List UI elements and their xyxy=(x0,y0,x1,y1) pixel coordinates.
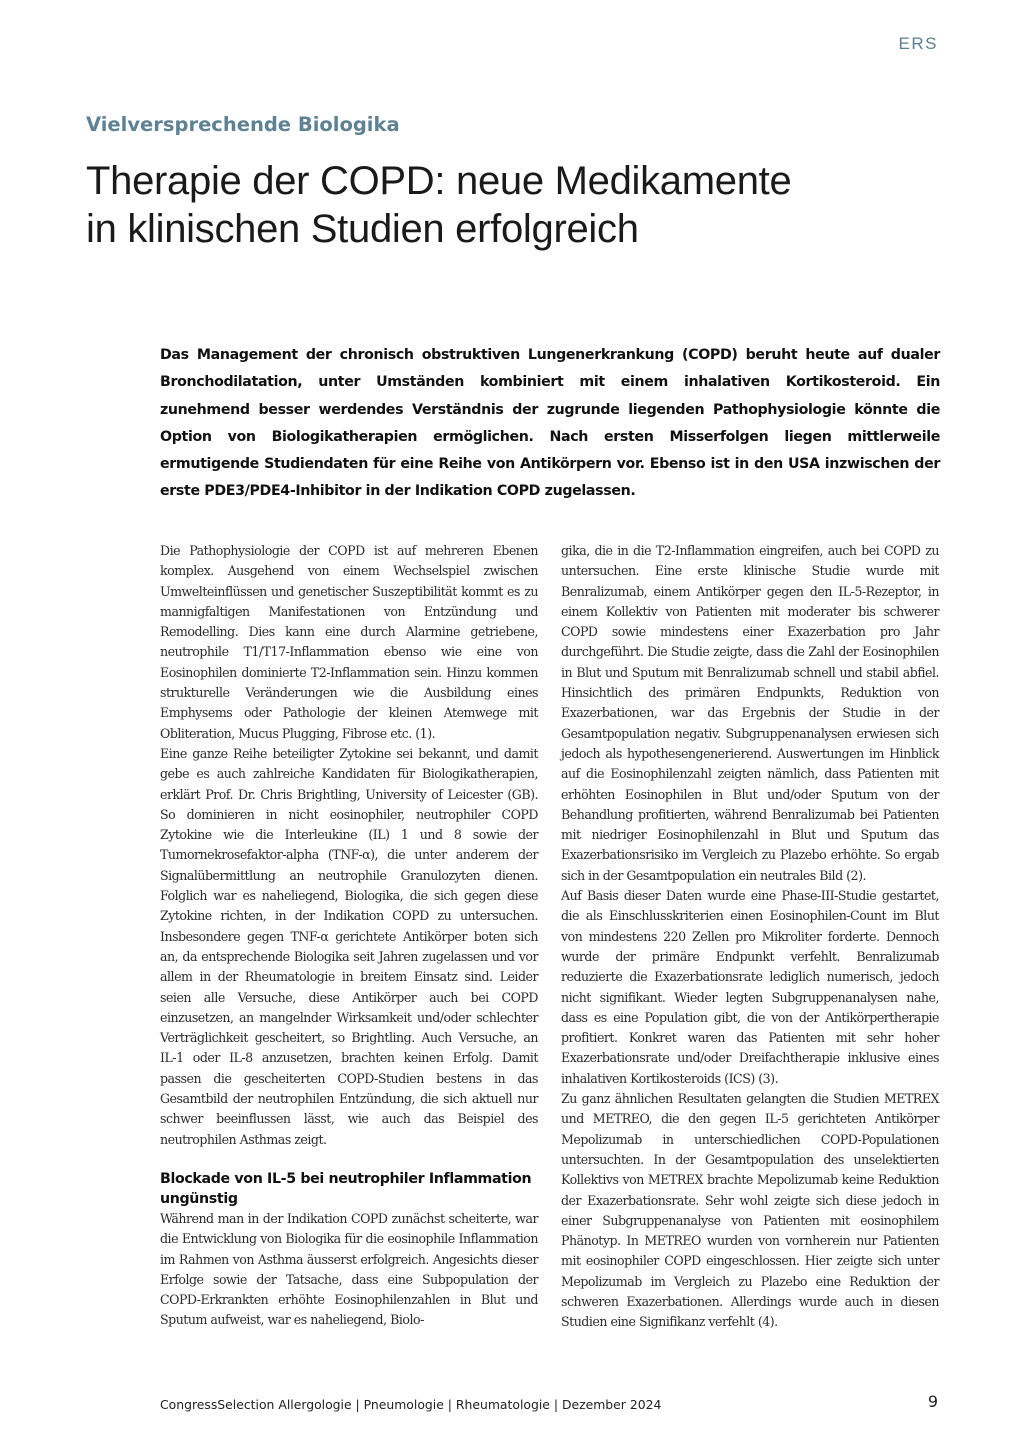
section-subheading: Blockade von IL-5 bei neutrophiler Inflammation ungünstig xyxy=(160,1170,532,1207)
title-line-1: Therapie der COPD: neue Medikamente xyxy=(86,159,792,203)
left-column xyxy=(160,541,538,1331)
right-column xyxy=(561,541,939,1333)
body-paragraph: Auf Basis dieser Daten wurde eine Phase-III-Studie gestartet, die als Einschlusskriterien einen Eosinophilen-Count im Blut von mindestens 220 Zellen pro Mikroliter forderte. Dennoch wurde der primäre Endpunkt verfehlt. Benralizumab reduzierte die Exazerbationsrate lediglich numerisch, jedoch nicht signifikant. Wieder legten Subgruppenanalysen nahe, dass es eine Population gibt, die von der Antikörpertherapie profitiert. Konkret waren das Patienten mit sehr hoher Exazerbationsrate und/oder Dreifachtherapie inklusive eines inhalativen Kortikosteroids (ICS) (3). xyxy=(561,888,939,1086)
lead-paragraph: Das Management der chronisch obstruktiven Lungenerkrankung (COPD) beruht heute auf dualer Bronchodilatation, unter Umständen kombiniert mit einem inhalativen Kortikosteroid. Ein zunehmend besser werdendes Verständnis der zugrunde liegenden Pathophysiologie könnte die Option von Biologikatherapien ermöglichen. Nach ersten Misserfolgen liegen mittlerweile ermutigende Studiendaten für eine Reihe von Antikörpern vor. Ebenso ist in den USA inzwischen der erste PDE3/PDE4-Inhibitor in der Indikation COPD zugelassen. xyxy=(160,347,940,500)
body-paragraph: gika, die in die T2-Inflammation eingreifen, auch bei COPD zu untersuchen. Eine erste klinische Studie wurde mit Benralizumab, einem Antikörper gegen den IL-5-Rezeptor, in einem Kollektiv von Patienten mit moderater bis schwerer COPD sowie mindestens einer Exazerbation pro Jahr durchgeführt. Die Studie zeigte, dass die Zahl der Eosinophilen in Blut und Sputum mit Benralizumab schnell und stabil abfiel. Hinsichtlich des primären Endpunkts, Reduktion von Exazerbationen, war das Ergebnis der Studie in der Gesamtpopulation negativ. Subgruppenanalysen erwiesen sich jedoch als hypothesengenerierend. Auswertungen im Hinblick auf die Eosinophilenzahl zeigten nämlich, dass Patienten mit erhöhten Eosinophilen in Blut und/oder Sputum von der Behandlung profitierten, während Benralizumab bei Patienten mit niedriger Eosinophilenzahl in Blut und Sputum das Exazerbationsrisiko im Vergleich zu Plazebo erhöhte. So ergab sich in der Gesamtpopulation ein neutrales Bild (2). xyxy=(561,543,939,883)
body-paragraph: Eine ganze Reihe beteiligter Zytokine sei bekannt, und damit gebe es auch zahlreiche Kandidaten für Biologikatherapien, erklärt Prof. Dr. Chris Brightling, University of Leicester (GB). So dominieren in nicht eosinophiler, neutrophiler COPD Zytokine wie die Interleukine (IL) 1 und 8 sowie der Tumornekrosefaktor-alpha (TNF-α), die unter anderem der Signalübermittlung an neutrophile Granulozyten dienen. Folglich war es naheliegend, Biologika, die sich gegen diese Zytokine richten, in der Indikation COPD zu untersuchen. Insbesondere gegen TNF-α gerichtete Antikörper boten sich an, da entsprechende Biologika seit Jahren zugelassen und vor allem in der Rheumatologie in breitem Einsatz sind. Leider seien alle Versuche, diese Antikörper auch bei COPD einzusetzen, an mangelnder Wirksamkeit und/oder schlechter Verträglichkeit gescheitert, so Brightling. Auch Versuche, an IL-1 oder IL-8 anzusetzen, brachten keinen Erfolg. Damit passen die gescheiterten COPD-Studien bestens in das Gesamtbild der neutrophilen Entzündung, die sich aktuell nur schwer beeinflussen lässt, wie auch das Beispiel des neutrophilen Asthmas zeigt. xyxy=(160,745,538,1147)
footer-publication: CongressSelection Allergologie | Pneumologie | Rheumatologie | Dezember 2024 xyxy=(160,1397,662,1412)
article-title xyxy=(86,157,956,253)
body-paragraph: Die Pathophysiologie der COPD ist auf mehreren Ebenen komplex. Ausgehend von einem Wechselspiel zwischen Umwelteinflüssen und genetischer Suszeptibilität kommt es zu mannigfaltigen Manifestationen von Entzündung und Remodelling. Dies kann eine durch Alarmine getriebene, neutrophile T1/T17-Inflammation ebenso wie eine von Eosinophilen dominierte T2-Inflammation sein. Hinzu kommen strukturelle Veränderungen wie die Ausbildung eines Emphysems oder Pathologie der kleinen Atemwege mit Obliteration, Mucus Plugging, Fibrose etc. (1). xyxy=(160,543,538,741)
page-number: 9 xyxy=(927,1392,938,1411)
body-paragraph: Zu ganz ähnlichen Resultaten gelangten die Studien METREX und METREO, die den gegen IL-5 gerichteten Antikörper Mepolizumab in unterschiedlichen COPD-Populationen untersuchten. In der Gesamtpopulation des unselektierten Kollektivs von METREX brachte Mepolizumab keine Reduktion der Exazerbationsrate. Sehr wohl zeigte sich diese jedoch in einer Subgruppenanalyse von Patienten mit eosinophilem Phänotyp. In METREO wurden von vornherein nur Patienten mit eosinophiler COPD eingeschlossen. Hier zeigte sich unter Mepolizumab im Vergleich zu Plazebo eine Reduktion der schweren Exazerbationen. Allerdings wurde auch in diesen Studien eine Signifikanz verfehlt (4). xyxy=(561,1091,939,1330)
body-paragraph: Während man in der Indikation COPD zunächst scheiterte, war die Entwicklung von Biologika für die eosinophile Inflammation im Rahmen von Asthma äusserst erfolgreich. Angesichts dieser Erfolge sowie der Tatsache, dass eine Subpopulation der COPD-Erkrankten erhöhte Eosinophilenzahlen in Blut und Sputum aufweist, war es naheliegend, Biolo- xyxy=(160,1210,538,1328)
section-tag: ERS xyxy=(898,34,938,53)
title-line-2: in klinischen Studien erfolgreich xyxy=(86,207,639,251)
article-kicker: Vielversprechende Biologika xyxy=(86,113,400,136)
